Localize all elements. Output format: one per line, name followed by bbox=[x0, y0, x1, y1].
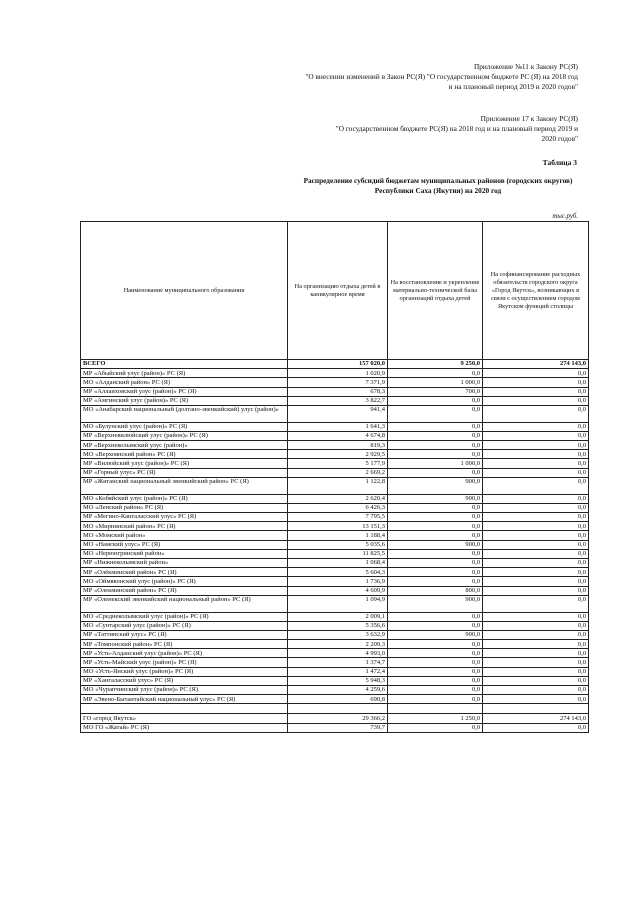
capital-functions-value-cell: 0,0 bbox=[483, 558, 589, 567]
children-rest-value-cell: 2 009,1 bbox=[288, 612, 388, 621]
material-base-value-cell: 0,0 bbox=[388, 468, 483, 477]
municipality-name-cell: ВСЕГО bbox=[81, 360, 288, 369]
table-row bbox=[81, 595, 589, 612]
municipality-name-cell: МР «Олекминский район» РС (Я) bbox=[81, 586, 288, 595]
spacer-cell bbox=[388, 704, 483, 714]
children-rest-value-cell: 1 188,4 bbox=[288, 531, 388, 540]
municipality-name-cell: МР «Усть-Майский улус (район)» РС (Я) bbox=[81, 658, 288, 667]
material-base-value-cell: 0,0 bbox=[388, 640, 483, 649]
children-rest-value-cell: 3 822,7 bbox=[288, 396, 388, 405]
material-base-value-cell: 900,0 bbox=[388, 630, 483, 639]
municipality-name-cell: МО «Анабарский национальный (долгано-эвенкийский) улус (район)» bbox=[81, 405, 288, 422]
capital-functions-value-cell: 0,0 bbox=[483, 667, 589, 676]
children-rest-value-cell: 5 604,3 bbox=[288, 568, 388, 577]
capital-functions-value-cell: 0,0 bbox=[483, 695, 589, 704]
table-row bbox=[81, 676, 589, 685]
capital-functions-value-cell: 0,0 bbox=[483, 577, 589, 586]
material-base-value-cell: 800,0 bbox=[388, 586, 483, 595]
header-line: Приложение №11 к Закону РС(Я) bbox=[473, 62, 578, 71]
municipality-name-cell: МР «Абыйский улус (район)» РС (Я) bbox=[81, 369, 288, 378]
children-rest-value-cell: 1 472,4 bbox=[288, 667, 388, 676]
children-rest-value-cell: 6 426,3 bbox=[288, 503, 388, 512]
municipality-name-cell: МР «Аллаиховский улус (район)» РС (Я) bbox=[81, 387, 288, 396]
children-rest-value-cell: 1 641,3 bbox=[288, 422, 388, 431]
children-rest-value-cell: 2 669,2 bbox=[288, 468, 388, 477]
children-rest-value-cell: 4 993,0 bbox=[288, 649, 388, 658]
capital-functions-value-cell: 274 143,0 bbox=[483, 714, 589, 723]
children-rest-value-cell: 678,3 bbox=[288, 387, 388, 396]
capital-functions-value-cell: 0,0 bbox=[483, 459, 589, 468]
capital-functions-value-cell: 0,0 bbox=[483, 686, 589, 695]
table-row bbox=[81, 459, 589, 468]
material-base-value-cell: 0,0 bbox=[388, 649, 483, 658]
spacer-cell bbox=[483, 704, 589, 714]
municipality-name-cell: МО «Сунтарский улус (район)» РС (Я) bbox=[81, 621, 288, 630]
header-line: "О государственном бюджете РС(Я) на 2018 год и на плановый период 2019 и bbox=[335, 124, 578, 133]
table-row bbox=[81, 714, 589, 723]
material-base-value-cell: 0,0 bbox=[388, 522, 483, 531]
header-line: 2020 годов" bbox=[541, 134, 578, 143]
table-row bbox=[81, 369, 589, 378]
header-line: и на плановый период 2019 и 2020 годов" bbox=[448, 82, 578, 91]
capital-functions-value-cell: 0,0 bbox=[483, 522, 589, 531]
capital-functions-value-cell: 0,0 bbox=[483, 387, 589, 396]
municipality-name-cell: МР «Оленекский эвенкийский национальный район» РС (Я) bbox=[81, 595, 288, 612]
capital-functions-value-cell: 0,0 bbox=[483, 378, 589, 387]
material-base-value-cell: 0,0 bbox=[388, 577, 483, 586]
table-row bbox=[81, 723, 589, 732]
capital-functions-value-cell: 0,0 bbox=[483, 723, 589, 732]
material-base-value-cell: 0,0 bbox=[388, 676, 483, 685]
appendix-17-header bbox=[278, 114, 578, 144]
material-base-value-cell: 0,0 bbox=[388, 531, 483, 540]
table-row bbox=[81, 568, 589, 577]
table-row bbox=[81, 686, 589, 695]
material-base-value-cell: 0,0 bbox=[388, 441, 483, 450]
children-rest-value-cell: 819,3 bbox=[288, 441, 388, 450]
table-row bbox=[81, 405, 589, 422]
capital-functions-value-cell: 0,0 bbox=[483, 540, 589, 549]
appendix-11-header bbox=[248, 62, 578, 92]
table-row bbox=[81, 540, 589, 549]
table-spacer-row bbox=[81, 704, 589, 714]
children-rest-value-cell: 13 151,3 bbox=[288, 522, 388, 531]
material-base-value-cell: 1 000,0 bbox=[388, 378, 483, 387]
table-row bbox=[81, 378, 589, 387]
children-rest-value-cell: 941,4 bbox=[288, 405, 388, 422]
municipality-name-cell: МО «Верхоянский район» РС (Я) bbox=[81, 450, 288, 459]
subsidy-table bbox=[80, 221, 589, 733]
table-row bbox=[81, 531, 589, 540]
table-row bbox=[81, 468, 589, 477]
municipality-name-cell: МО «Среднеколымский улус (район)» РС (Я) bbox=[81, 612, 288, 621]
material-base-value-cell: 0,0 bbox=[388, 396, 483, 405]
capital-functions-value-cell: 0,0 bbox=[483, 658, 589, 667]
municipality-name-cell: МР «Хангаласский улус» РС (Я) bbox=[81, 676, 288, 685]
capital-functions-value-cell: 0,0 bbox=[483, 649, 589, 658]
children-rest-value-cell: 5 356,6 bbox=[288, 621, 388, 630]
capital-functions-value-cell: 0,0 bbox=[483, 676, 589, 685]
municipality-name-cell: МР «Олёкминский район» РС (Я) bbox=[81, 568, 288, 577]
table-title: Распределение субсидий бюджетам муниципальных районов (городских округов) Республики Саха (Якутия) на 2020 год bbox=[303, 176, 573, 195]
table-row bbox=[81, 387, 589, 396]
capital-functions-value-cell: 0,0 bbox=[483, 640, 589, 649]
capital-functions-value-cell: 0,0 bbox=[483, 422, 589, 431]
material-base-value-cell: 900,0 bbox=[388, 494, 483, 503]
capital-functions-value-cell: 0,0 bbox=[483, 595, 589, 612]
table-row bbox=[81, 422, 589, 431]
table-number: Таблица 3 bbox=[542, 158, 577, 167]
children-rest-value-cell: 7 795,5 bbox=[288, 513, 388, 522]
column-header-material-base: На восстановление и укрепление материально-технической базы организаций отдыха детей bbox=[388, 222, 483, 360]
capital-functions-value-cell: 0,0 bbox=[483, 468, 589, 477]
table-row bbox=[81, 658, 589, 667]
spacer-cell bbox=[288, 704, 388, 714]
municipality-name-cell: МР «Нижнеколымский район» bbox=[81, 558, 288, 567]
children-rest-value-cell: 739,7 bbox=[288, 723, 388, 732]
table-row bbox=[81, 450, 589, 459]
material-base-value-cell: 0,0 bbox=[388, 568, 483, 577]
table-row bbox=[81, 612, 589, 621]
municipality-name-cell: МР «Верхнеколымский улус (район)» bbox=[81, 441, 288, 450]
municipality-name-cell: МО ГО «Жатай» РС (Я) bbox=[81, 723, 288, 732]
capital-functions-value-cell: 0,0 bbox=[483, 405, 589, 422]
material-base-value-cell: 0,0 bbox=[388, 549, 483, 558]
table-row bbox=[81, 621, 589, 630]
table-row bbox=[81, 630, 589, 639]
material-base-value-cell: 0,0 bbox=[388, 695, 483, 704]
material-base-value-cell: 700,0 bbox=[388, 387, 483, 396]
municipality-name-cell: МР «Таттинский улус» РС (Я) bbox=[81, 630, 288, 639]
municipality-name-cell: МР «Горный улус» РС (Я) bbox=[81, 468, 288, 477]
children-rest-value-cell: 157 020,0 bbox=[288, 360, 388, 369]
header-line: Приложение 17 к Закону РС(Я) bbox=[480, 114, 578, 123]
capital-functions-value-cell: 0,0 bbox=[483, 477, 589, 494]
material-base-value-cell: 0,0 bbox=[388, 422, 483, 431]
municipality-name-cell: МР «Эвено-Бытантайский национальный улус» РС (Я) bbox=[81, 695, 288, 704]
municipality-name-cell: МО «Намский улус» РС (Я) bbox=[81, 540, 288, 549]
material-base-value-cell: 0,0 bbox=[388, 667, 483, 676]
municipality-name-cell: МО «Чурапчинский улус (район)» РС (Я) bbox=[81, 686, 288, 695]
capital-functions-value-cell: 0,0 bbox=[483, 630, 589, 639]
material-base-value-cell: 1 000,0 bbox=[388, 459, 483, 468]
table-row bbox=[81, 640, 589, 649]
unit-label: тыс.руб. bbox=[552, 213, 578, 220]
table-row bbox=[81, 431, 589, 440]
children-rest-value-cell: 2 209,3 bbox=[288, 640, 388, 649]
column-header-municipality: Наименование муниципального образования bbox=[81, 222, 288, 360]
material-base-value-cell: 0,0 bbox=[388, 621, 483, 630]
capital-functions-value-cell: 0,0 bbox=[483, 503, 589, 512]
table-header-row bbox=[81, 222, 589, 360]
municipality-name-cell: МО «Момский район» bbox=[81, 531, 288, 540]
children-rest-value-cell: 2 620,4 bbox=[288, 494, 388, 503]
municipality-name-cell: МО «Нерюнгринский район» bbox=[81, 549, 288, 558]
material-base-value-cell: 0,0 bbox=[388, 658, 483, 667]
table-row-total bbox=[81, 360, 589, 369]
table-row bbox=[81, 396, 589, 405]
municipality-name-cell: МР «Верхневилюйский улус (район)» РС (Я) bbox=[81, 431, 288, 440]
municipality-name-cell: МР «Томпонский район» РС (Я) bbox=[81, 640, 288, 649]
municipality-name-cell: МО «Кобяйский улус (район)» РС (Я) bbox=[81, 494, 288, 503]
municipality-name-cell: МО «Ленский район» РС (Я) bbox=[81, 503, 288, 512]
children-rest-value-cell: 1 122,8 bbox=[288, 477, 388, 494]
children-rest-value-cell: 4 259,6 bbox=[288, 686, 388, 695]
table-row bbox=[81, 477, 589, 494]
children-rest-value-cell: 4 674,8 bbox=[288, 431, 388, 440]
table-row bbox=[81, 695, 589, 704]
children-rest-value-cell: 5 035,6 bbox=[288, 540, 388, 549]
material-base-value-cell: 0,0 bbox=[388, 431, 483, 440]
children-rest-value-cell: 1 736,9 bbox=[288, 577, 388, 586]
material-base-value-cell: 0,0 bbox=[388, 686, 483, 695]
table-row bbox=[81, 586, 589, 595]
capital-functions-value-cell: 0,0 bbox=[483, 621, 589, 630]
municipality-name-cell: МР «Жиганский национальный эвенкийский район» РС (Я) bbox=[81, 477, 288, 494]
children-rest-value-cell: 1 374,7 bbox=[288, 658, 388, 667]
table-row bbox=[81, 577, 589, 586]
material-base-value-cell: 900,0 bbox=[388, 595, 483, 612]
municipality-name-cell: МО «Булунский улус (район)» РС (Я) bbox=[81, 422, 288, 431]
children-rest-value-cell: 29 366,2 bbox=[288, 714, 388, 723]
children-rest-value-cell: 1 068,4 bbox=[288, 558, 388, 567]
capital-functions-value-cell: 0,0 bbox=[483, 549, 589, 558]
material-base-value-cell: 0,0 bbox=[388, 723, 483, 732]
table-row bbox=[81, 494, 589, 503]
capital-functions-value-cell: 0,0 bbox=[483, 494, 589, 503]
capital-functions-value-cell: 0,0 bbox=[483, 531, 589, 540]
material-base-value-cell: 900,0 bbox=[388, 540, 483, 549]
material-base-value-cell: 900,0 bbox=[388, 477, 483, 494]
capital-functions-value-cell: 0,0 bbox=[483, 396, 589, 405]
municipality-name-cell: МР «Амгинский улус (район)» РС (Я) bbox=[81, 396, 288, 405]
capital-functions-value-cell: 0,0 bbox=[483, 441, 589, 450]
children-rest-value-cell: 3 632,9 bbox=[288, 630, 388, 639]
header-line: "О внесении изменений в Закон РС(Я) "О государственном бюджете РС (Я) на 2018 год bbox=[305, 72, 578, 81]
municipality-name-cell: МО «Мирнинский район» РС (Я) bbox=[81, 522, 288, 531]
children-rest-value-cell: 5 177,9 bbox=[288, 459, 388, 468]
material-base-value-cell: 0,0 bbox=[388, 612, 483, 621]
children-rest-value-cell: 1 020,9 bbox=[288, 369, 388, 378]
table-row bbox=[81, 667, 589, 676]
capital-functions-value-cell: 0,0 bbox=[483, 369, 589, 378]
municipality-name-cell: МО «Алданский район» РС (Я) bbox=[81, 378, 288, 387]
capital-functions-value-cell: 0,0 bbox=[483, 612, 589, 621]
column-header-children-rest: На организацию отдыха детей в каникулярное время bbox=[288, 222, 388, 360]
table-row bbox=[81, 441, 589, 450]
children-rest-value-cell: 7 371,9 bbox=[288, 378, 388, 387]
material-base-value-cell: 0,0 bbox=[388, 369, 483, 378]
municipality-name-cell: МР «Вилюйский улус (район)» РС (Я) bbox=[81, 459, 288, 468]
municipality-name-cell: МР «Усть-Алданский улус (район)» РС (Я) bbox=[81, 649, 288, 658]
capital-functions-value-cell: 274 143,0 bbox=[483, 360, 589, 369]
table-row bbox=[81, 522, 589, 531]
children-rest-value-cell: 11 825,5 bbox=[288, 549, 388, 558]
table-row bbox=[81, 649, 589, 658]
table-body bbox=[81, 360, 589, 733]
column-header-capital-functions: На софинансирование расходных обязательств городского округа «Город Якутск», возникающих в связи с осуществлением городом Якутском функций столицы bbox=[483, 222, 589, 360]
children-rest-value-cell: 2 929,5 bbox=[288, 450, 388, 459]
municipality-name-cell: МО «Оймяконский улус (район)» РС (Я) bbox=[81, 577, 288, 586]
table-row bbox=[81, 513, 589, 522]
capital-functions-value-cell: 0,0 bbox=[483, 450, 589, 459]
capital-functions-value-cell: 0,0 bbox=[483, 568, 589, 577]
material-base-value-cell: 0,0 bbox=[388, 405, 483, 422]
material-base-value-cell: 0,0 bbox=[388, 558, 483, 567]
table-row bbox=[81, 503, 589, 512]
table-row bbox=[81, 558, 589, 567]
material-base-value-cell: 0,0 bbox=[388, 513, 483, 522]
table-row bbox=[81, 549, 589, 558]
spacer-cell bbox=[81, 704, 288, 714]
municipality-name-cell: МО «Усть-Янский улус (район)» РС (Я) bbox=[81, 667, 288, 676]
children-rest-value-cell: 1 094,9 bbox=[288, 595, 388, 612]
municipality-name-cell: ГО «город Якутск» bbox=[81, 714, 288, 723]
children-rest-value-cell: 690,8 bbox=[288, 695, 388, 704]
municipality-name-cell: МР «Мегино-Кангаласский улус» РС (Я) bbox=[81, 513, 288, 522]
capital-functions-value-cell: 0,0 bbox=[483, 513, 589, 522]
material-base-value-cell: 0,0 bbox=[388, 503, 483, 512]
material-base-value-cell: 0,0 bbox=[388, 450, 483, 459]
children-rest-value-cell: 5 948,3 bbox=[288, 676, 388, 685]
material-base-value-cell: 9 250,0 bbox=[388, 360, 483, 369]
material-base-value-cell: 1 250,0 bbox=[388, 714, 483, 723]
children-rest-value-cell: 4 609,9 bbox=[288, 586, 388, 595]
capital-functions-value-cell: 0,0 bbox=[483, 431, 589, 440]
capital-functions-value-cell: 0,0 bbox=[483, 586, 589, 595]
